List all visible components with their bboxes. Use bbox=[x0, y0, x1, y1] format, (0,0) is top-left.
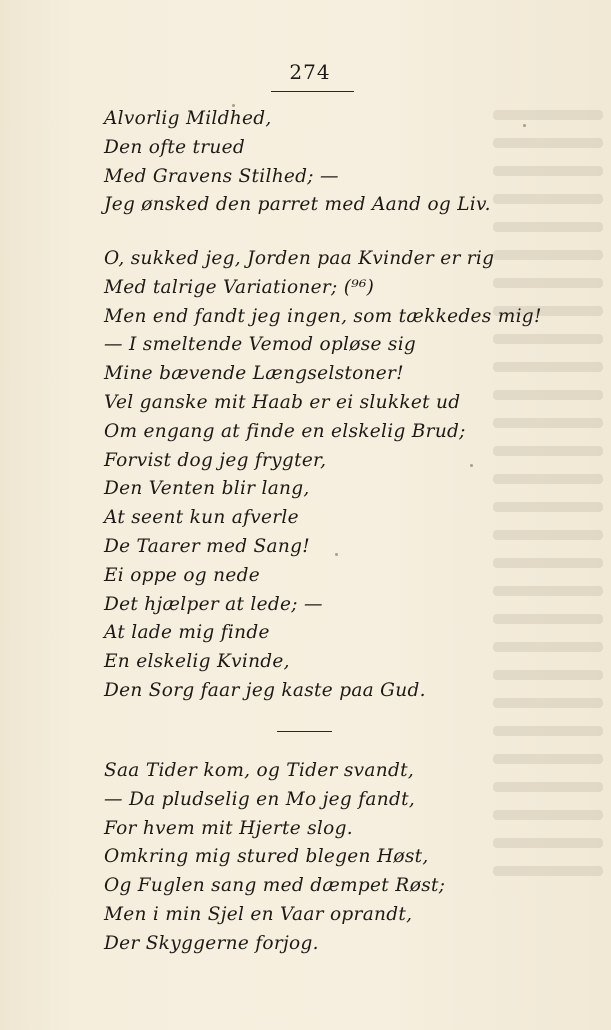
poem-line: Med talrige Variationer; (⁹⁶) bbox=[104, 276, 375, 298]
poem-line: Omkring mig stured blegen Høst, bbox=[104, 846, 429, 868]
page-number: 274 bbox=[289, 60, 331, 84]
section-divider bbox=[277, 731, 332, 732]
poem-line: Forvist dog jeg frygter, bbox=[104, 449, 327, 471]
poem-line: Vel ganske mit Haab er ei slukket ud bbox=[104, 391, 461, 413]
poem-line: Men i min Sjel en Vaar oprandt, bbox=[104, 903, 413, 925]
poem-line: For hvem mit Hjerte slog. bbox=[104, 817, 353, 839]
poem-line: Den Venten blir lang, bbox=[104, 478, 310, 500]
poem-line: Om engang at finde en elskelig Brud; bbox=[104, 420, 466, 442]
poem-line: — I smeltende Vemod opløse sig bbox=[104, 334, 417, 356]
header-rule bbox=[271, 91, 354, 92]
poem-line: Alvorlig Mildhed, bbox=[104, 108, 272, 129]
poem-line: Den ofte trued bbox=[104, 136, 246, 158]
paper-speck bbox=[523, 124, 526, 127]
poem-line: — Da pludselig en Mo jeg fandt, bbox=[104, 788, 415, 810]
poem-line: Men end fandt jeg ingen, som tækkedes mig! bbox=[104, 305, 542, 327]
poem-line: O, sukked jeg, Jorden paa Kvinder er rig bbox=[104, 248, 495, 269]
poem-line: Ei oppe og nede bbox=[104, 564, 260, 586]
poem-line: Med Gravens Stilhed; — bbox=[104, 165, 339, 187]
poem-line: At lade mig finde bbox=[104, 622, 270, 644]
poem-line: Der Skyggerne forjog. bbox=[104, 932, 319, 954]
poem-line: Den Sorg faar jeg kaste paa Gud. bbox=[104, 679, 426, 701]
poem-line: Det hjælper at lede; — bbox=[104, 593, 323, 615]
poem-line: Jeg ønsked den parret med Aand og Liv. bbox=[104, 194, 491, 216]
stanza-1 bbox=[104, 105, 491, 220]
poem-line: Mine bævende Længselstoner! bbox=[104, 363, 404, 385]
poem-line: En elskelig Kvinde, bbox=[104, 651, 290, 673]
poem-line: Saa Tider kom, og Tider svandt, bbox=[104, 760, 415, 781]
stanza-2 bbox=[104, 245, 542, 706]
poem-line: At seent kun afverle bbox=[104, 507, 299, 529]
poem-line: Og Fuglen sang med dæmpet Røst; bbox=[104, 875, 446, 897]
poem-line: De Taarer med Sang! bbox=[104, 535, 310, 557]
stanza-3 bbox=[104, 757, 445, 959]
